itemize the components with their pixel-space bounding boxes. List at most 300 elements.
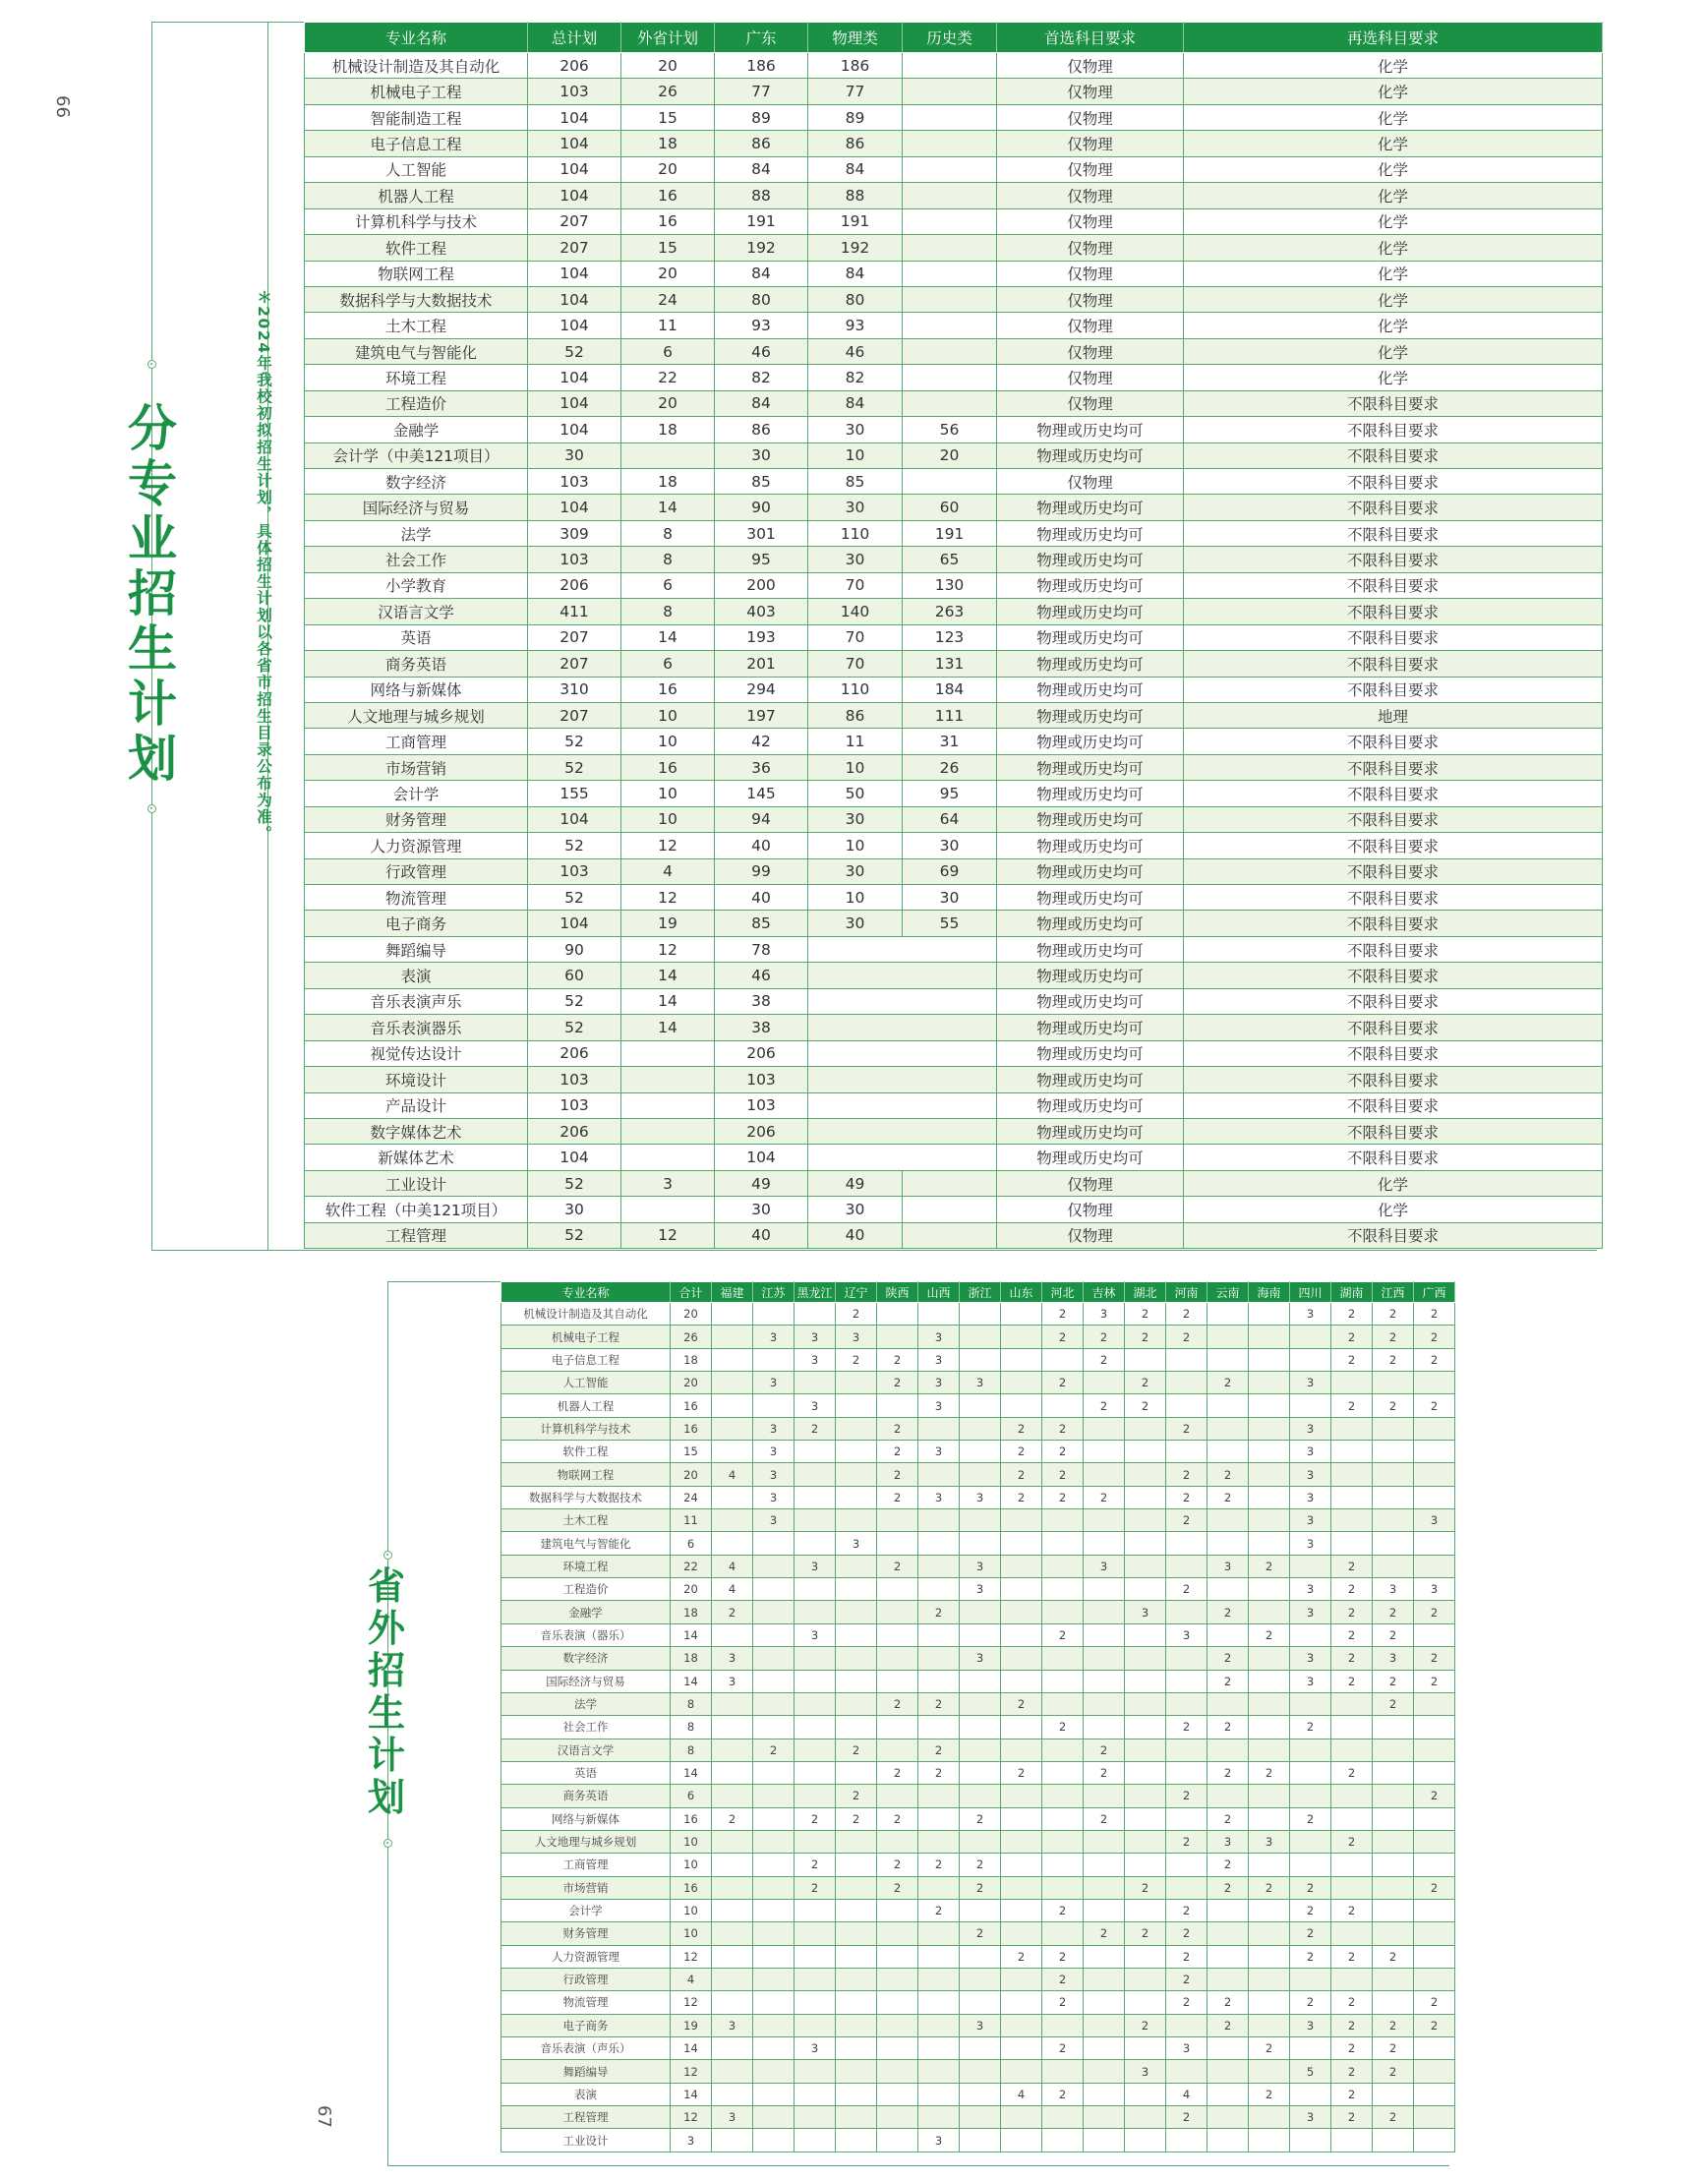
value-cell: 16 [621,183,715,208]
value-cell: 2 [1249,2083,1290,2105]
value-cell: 85 [808,469,903,495]
value-cell [1166,2014,1207,2036]
value-cell: 80 [715,286,808,312]
value-cell [1001,1876,1042,1899]
value-cell: 2 [1414,1348,1455,1371]
value-cell: 2 [1414,1394,1455,1417]
value-cell: 14 [671,2037,712,2060]
major-name-cell: 人文地理与城乡规划 [501,1830,671,1853]
value-cell: 仅物理 [997,79,1184,104]
value-cell [1084,1441,1125,1463]
table-row [305,390,1603,416]
value-cell [1084,1601,1125,1623]
value-cell [1414,1692,1455,1715]
value-cell [1249,1463,1290,1486]
value-cell: 3 [918,1372,960,1394]
value-cell: 2 [795,1854,836,1876]
value-cell: 化学 [1184,1170,1603,1196]
value-cell: 2 [1207,1854,1249,1876]
value-cell [1414,1716,1455,1739]
major-name-cell: 机械设计制造及其自动化 [305,53,528,79]
major-name-cell: 电子商务 [501,2014,671,2036]
value-cell: 88 [808,183,903,208]
value-cell: 140 [808,599,903,624]
value-cell: 145 [715,781,808,806]
value-cell: 84 [715,261,808,286]
value-cell [1331,1372,1373,1394]
value-cell [1125,1623,1166,1646]
value-cell: 8 [671,1739,712,1761]
table-row [305,858,1603,884]
value-cell: 3 [1125,1601,1166,1623]
value-cell [753,1945,795,1968]
major-name-cell: 计算机科学与技术 [305,208,528,234]
value-cell: 4 [712,1555,753,1577]
value-cell [1249,1509,1290,1532]
value-cell [1125,2037,1166,2060]
value-cell: 2 [1042,1372,1084,1394]
value-cell: 2 [1084,1486,1125,1508]
value-cell [1166,1739,1207,1761]
value-cell: 2 [1042,1486,1084,1508]
value-cell: 2 [1249,1623,1290,1646]
value-cell: 85 [715,469,808,495]
value-cell: 3 [671,2129,712,2152]
value-cell [1125,1945,1166,1968]
value-cell: 2 [960,1854,1001,1876]
value-cell [1207,1785,1249,1807]
value-cell [1084,1372,1125,1394]
value-cell [1042,1876,1084,1899]
value-cell: 2 [1331,1555,1373,1577]
value-cell: 3 [1290,1509,1331,1532]
major-enrollment-table [304,22,1603,1249]
value-cell [918,1417,960,1440]
value-cell: 12 [671,1945,712,1968]
value-cell [1001,1601,1042,1623]
value-cell [1042,1509,1084,1532]
value-cell: 物理或历史均可 [997,1015,1184,1040]
value-cell: 2 [1373,1601,1414,1623]
value-cell: 2 [1042,1441,1084,1463]
value-cell: 3 [753,1417,795,1440]
value-cell: 物理或历史均可 [997,754,1184,780]
table-row [501,1899,1455,1921]
value-cell: 化学 [1184,365,1603,390]
value-cell [753,1761,795,1784]
value-cell [877,1922,918,1945]
value-cell: 2 [1042,1623,1084,1646]
value-cell: 地理 [1184,702,1603,728]
column-header: 专业名称 [501,1282,671,1303]
value-cell: 2 [795,1417,836,1440]
value-cell: 2 [1331,1303,1373,1326]
value-cell [1249,2129,1290,2152]
value-cell: 2 [1290,1991,1331,2014]
major-name-cell: 网络与新媒体 [305,677,528,702]
value-cell [903,53,997,79]
value-cell: 物理或历史均可 [997,651,1184,677]
value-cell [712,1326,753,1348]
value-cell: 2 [1331,1326,1373,1348]
value-cell [795,1303,836,1326]
value-cell: 不限科目要求 [1184,677,1603,702]
value-cell: 2 [1084,1807,1125,1830]
value-cell [1001,1785,1042,1807]
value-cell: 3 [960,1555,1001,1577]
value-cell: 193 [715,624,808,650]
column-header: 辽宁 [836,1282,877,1303]
value-cell: 2 [1166,1417,1207,1440]
major-name-cell: 人力资源管理 [501,1945,671,1968]
value-cell: 2 [1207,1807,1249,1830]
value-cell [1249,1441,1290,1463]
value-cell [1001,1922,1042,1945]
value-cell [1249,1417,1290,1440]
value-cell [621,1040,715,1066]
value-cell [1207,2106,1249,2129]
value-cell: 不限科目要求 [1184,442,1603,468]
value-cell: 化学 [1184,208,1603,234]
value-cell: 不限科目要求 [1184,858,1603,884]
value-cell: 2 [1042,1899,1084,1921]
value-cell: 60 [528,963,621,988]
value-cell [1166,1555,1207,1577]
value-cell: 2 [1125,1922,1166,1945]
value-cell: 2 [918,1739,960,1761]
table-row [501,1601,1455,1623]
value-cell [1001,1739,1042,1761]
value-cell: 89 [808,104,903,130]
value-cell: 103 [528,858,621,884]
value-cell: 6 [621,338,715,364]
value-cell [1290,1623,1331,1646]
value-cell: 200 [715,572,808,598]
major-name-cell: 法学 [501,1692,671,1715]
value-cell [753,1623,795,1646]
value-cell [1125,1716,1166,1739]
major-name-cell: 网络与新媒体 [501,1807,671,1830]
value-cell [1414,2083,1455,2105]
value-cell: 2 [1373,1394,1414,1417]
value-cell [712,1509,753,1532]
value-cell [1001,1555,1042,1577]
table-row [305,677,1603,702]
value-cell: 不限科目要求 [1184,1118,1603,1144]
value-cell: 56 [903,417,997,442]
table-row [305,261,1603,286]
value-cell: 52 [528,754,621,780]
value-cell: 3 [1290,2106,1331,2129]
value-cell: 104 [528,911,621,936]
table-row [501,1922,1455,1945]
value-cell [795,1968,836,1990]
value-cell: 2 [1249,1555,1290,1577]
table-row [501,1692,1455,1715]
value-cell [1331,1716,1373,1739]
value-cell: 103 [528,1092,621,1118]
value-cell [712,1716,753,1739]
value-cell: 不限科目要求 [1184,651,1603,677]
value-cell [918,1578,960,1601]
value-cell [712,1945,753,1968]
value-cell: 2 [877,1441,918,1463]
value-cell: 3 [1290,2014,1331,2036]
value-cell: 206 [528,572,621,598]
value-cell [836,1922,877,1945]
value-cell: 3 [1166,1623,1207,1646]
value-cell: 2 [1414,1876,1455,1899]
value-cell: 物理或历史均可 [997,677,1184,702]
value-cell [903,365,997,390]
value-cell: 2 [1042,1716,1084,1739]
value-cell [877,1394,918,1417]
value-cell: 65 [903,547,997,572]
value-cell [712,1394,753,1417]
value-cell [903,183,997,208]
value-cell: 20 [671,1578,712,1601]
value-cell: 2 [1414,1670,1455,1692]
value-cell [1373,1463,1414,1486]
value-cell [1414,1623,1455,1646]
frame-line-top [151,22,304,23]
value-cell [1249,1601,1290,1623]
value-cell: 2 [1373,1303,1414,1326]
value-cell: 2 [1373,2014,1414,2036]
table-row [305,156,1603,182]
value-cell [960,2083,1001,2105]
value-cell [960,1303,1001,1326]
value-cell [1125,1899,1166,1921]
value-cell [808,1118,997,1144]
value-cell: 物理或历史均可 [997,520,1184,546]
major-name-cell: 人工智能 [501,1372,671,1394]
value-cell [1373,1761,1414,1784]
value-cell [753,2037,795,2060]
value-cell [712,1785,753,1807]
value-cell: 物理或历史均可 [997,547,1184,572]
value-cell [795,1692,836,1715]
value-cell [877,1670,918,1692]
value-cell: 55 [903,911,997,936]
major-name-cell: 舞蹈编导 [305,936,528,962]
major-name-cell: 市场营销 [501,1876,671,1899]
value-cell [753,1968,795,1990]
value-cell: 化学 [1184,286,1603,312]
value-cell: 30 [903,833,997,858]
value-cell [1125,1991,1166,2014]
value-cell [877,2060,918,2083]
value-cell [1414,2060,1455,2083]
value-cell: 10 [621,806,715,832]
value-cell: 2 [836,1303,877,1326]
value-cell: 2 [1331,2014,1373,2036]
value-cell [1414,1899,1455,1921]
value-cell [1331,1922,1373,1945]
table-row [305,547,1603,572]
value-cell [918,1807,960,1830]
table-row [305,53,1603,79]
value-cell: 2 [877,1692,918,1715]
value-cell [836,1876,877,1899]
value-cell: 207 [528,624,621,650]
value-cell: 2 [1042,2083,1084,2105]
value-cell [1042,2014,1084,2036]
value-cell: 11 [671,1509,712,1532]
value-cell: 化学 [1184,156,1603,182]
value-cell [1207,2037,1249,2060]
value-cell: 2 [1166,1922,1207,1945]
major-name-cell: 工商管理 [305,729,528,754]
column-header: 山东 [1001,1282,1042,1303]
value-cell: 不限科目要求 [1184,1222,1603,1248]
major-name-cell: 行政管理 [305,858,528,884]
value-cell [1084,2129,1125,2152]
value-cell: 2 [836,1739,877,1761]
value-cell [836,1417,877,1440]
value-cell: 8 [671,1716,712,1739]
column-header: 首选科目要求 [997,23,1184,53]
value-cell: 3 [1290,1601,1331,1623]
value-cell [1331,1739,1373,1761]
value-cell: 2 [1125,1876,1166,1899]
value-cell: 93 [715,313,808,338]
value-cell: 12 [621,885,715,911]
value-cell: 104 [715,1145,808,1170]
value-cell: 2 [877,1555,918,1577]
value-cell [877,2106,918,2129]
value-cell: 30 [528,442,621,468]
value-cell: 不限科目要求 [1184,599,1603,624]
value-cell [712,1692,753,1715]
value-cell: 3 [918,1326,960,1348]
value-cell: 123 [903,624,997,650]
value-cell [1001,1578,1042,1601]
major-name-cell: 音乐表演器乐 [305,1015,528,1040]
value-cell: 3 [1290,1441,1331,1463]
value-cell: 2 [712,1807,753,1830]
value-cell [621,442,715,468]
value-cell [1042,2106,1084,2129]
value-cell [1084,1716,1125,1739]
table-row [305,651,1603,677]
value-cell: 物理或历史均可 [997,781,1184,806]
table-row [305,599,1603,624]
value-cell [1331,1441,1373,1463]
value-cell: 6 [671,1532,712,1555]
value-cell [712,1830,753,1853]
value-cell: 2 [795,1807,836,1830]
value-cell [1207,2060,1249,2083]
value-cell [836,1509,877,1532]
value-cell [1084,1968,1125,1990]
value-cell: 2 [1373,1670,1414,1692]
value-cell: 仅物理 [997,1222,1184,1248]
value-cell: 18 [621,417,715,442]
value-cell [877,1303,918,1326]
major-name-cell: 国际经济与贸易 [305,495,528,520]
value-cell: 化学 [1184,183,1603,208]
value-cell [918,1532,960,1555]
value-cell: 12 [671,2106,712,2129]
value-cell [1331,1463,1373,1486]
table-row [305,572,1603,598]
column-header: 历史类 [903,23,997,53]
value-cell [1207,1394,1249,1417]
value-cell [1125,1739,1166,1761]
value-cell [836,2060,877,2083]
value-cell: 94 [715,806,808,832]
value-cell: 206 [528,1040,621,1066]
value-cell [836,1647,877,1670]
value-cell [753,1716,795,1739]
value-cell [1084,1830,1125,1853]
value-cell [1414,1945,1455,1968]
value-cell [1414,1922,1455,1945]
value-cell: 3 [1290,1647,1331,1670]
value-cell: 不限科目要求 [1184,469,1603,495]
value-cell [753,1532,795,1555]
value-cell: 2 [1414,2014,1455,2036]
value-cell: 30 [528,1197,621,1222]
major-name-cell: 金融学 [305,417,528,442]
value-cell: 3 [1125,2060,1166,2083]
value-cell: 104 [528,417,621,442]
major-name-cell: 音乐表演（器乐） [501,1623,671,1646]
value-cell: 化学 [1184,338,1603,364]
value-cell [1373,2129,1414,2152]
table-row [305,729,1603,754]
major-name-cell: 数据科学与大数据技术 [305,286,528,312]
value-cell [1207,2129,1249,2152]
major-name-cell: 电子商务 [305,911,528,936]
value-cell [795,1509,836,1532]
value-cell [836,1991,877,2014]
value-cell: 8 [621,520,715,546]
table-row [305,1170,1603,1196]
value-cell [753,2106,795,2129]
value-cell: 86 [808,131,903,156]
value-cell [795,2106,836,2129]
value-cell: 化学 [1184,1197,1603,1222]
value-cell [918,1716,960,1739]
value-cell: 14 [671,1670,712,1692]
value-cell [1249,1372,1290,1394]
major-name-cell: 机械电子工程 [501,1326,671,1348]
value-cell: 3 [960,1647,1001,1670]
value-cell: 2 [1414,1303,1455,1326]
column-header: 再选科目要求 [1184,23,1603,53]
value-cell: 403 [715,599,808,624]
value-cell: 2 [1414,1991,1455,2014]
value-cell: 24 [621,286,715,312]
value-cell [1414,1532,1455,1555]
value-cell: 40 [715,1222,808,1248]
major-name-cell: 数字经济 [501,1647,671,1670]
value-cell [712,1968,753,1990]
value-cell: 物理或历史均可 [997,806,1184,832]
value-cell: 2 [1207,1601,1249,1623]
value-cell: 2 [1042,1463,1084,1486]
value-cell [877,1578,918,1601]
value-cell: 36 [715,754,808,780]
table-row [501,1854,1455,1876]
major-name-cell: 土木工程 [501,1509,671,1532]
value-cell: 3 [621,1170,715,1196]
value-cell: 2 [877,1463,918,1486]
value-cell [918,1647,960,1670]
value-cell [836,1601,877,1623]
